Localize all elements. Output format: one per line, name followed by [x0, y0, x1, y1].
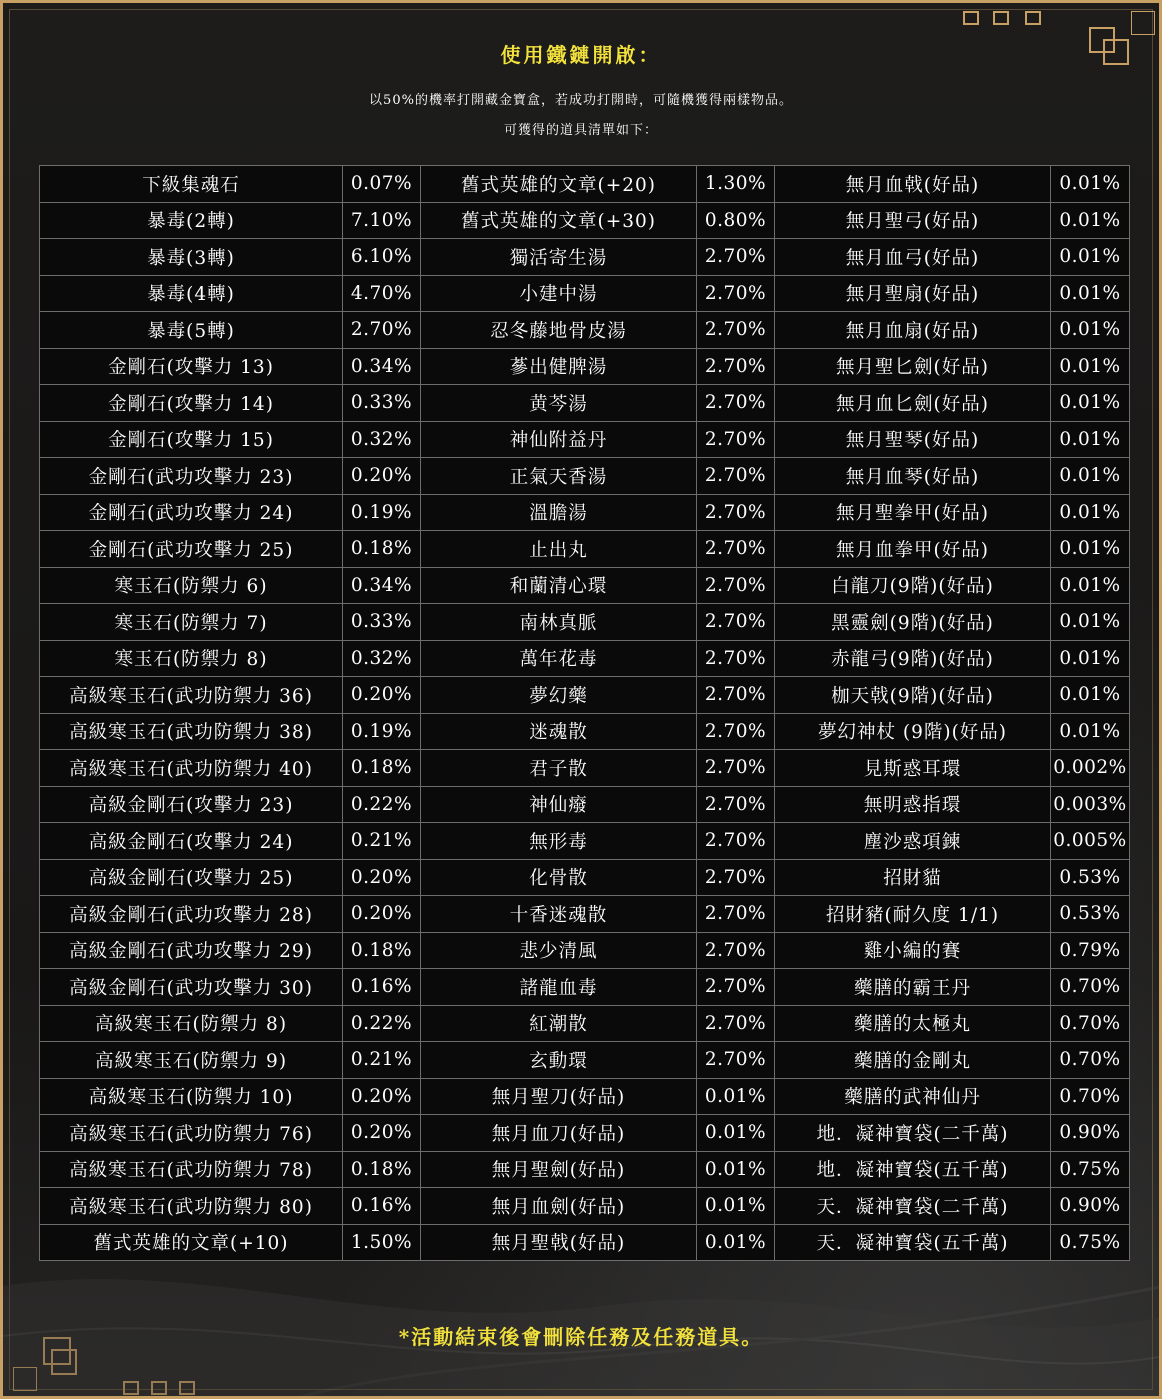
item-rate: 0.16%	[343, 969, 421, 1006]
item-name: 止出丸	[421, 531, 697, 568]
item-rate: 0.18%	[343, 932, 421, 969]
item-name: 寒玉石(防禦力 6)	[40, 567, 343, 604]
item-rate: 0.003%	[1051, 786, 1130, 823]
item-rate: 0.20%	[343, 677, 421, 714]
item-rate: 2.70%	[697, 896, 775, 933]
item-rate: 0.01%	[1051, 640, 1130, 677]
item-name: 神仙附益丹	[421, 421, 697, 458]
item-rate: 2.70%	[697, 969, 775, 1006]
item-rate: 0.20%	[343, 1078, 421, 1115]
table-row	[40, 458, 1130, 495]
item-name: 無月血琴(好品)	[775, 458, 1051, 495]
item-rate: 2.70%	[697, 421, 775, 458]
item-rate: 0.01%	[1051, 421, 1130, 458]
page-title: 使用鐵鏈開啟：	[500, 43, 662, 67]
table-row	[40, 1005, 1130, 1042]
item-rate: 0.005%	[1051, 823, 1130, 860]
item-rate: 0.34%	[343, 348, 421, 385]
item-rate: 0.18%	[343, 1151, 421, 1188]
item-rate: 6.10%	[343, 239, 421, 276]
item-name: 寒玉石(防禦力 8)	[40, 640, 343, 677]
item-rate: 2.70%	[697, 677, 775, 714]
table-row	[40, 1042, 1130, 1079]
item-name: 高級寒玉石(武功防禦力 38)	[40, 713, 343, 750]
item-name: 小建中湯	[421, 275, 697, 312]
item-name: 金剛石(攻擊力 13)	[40, 348, 343, 385]
item-rate: 2.70%	[697, 348, 775, 385]
item-name: 蔘出健脾湯	[421, 348, 697, 385]
item-rate: 0.32%	[343, 640, 421, 677]
item-name: 藥膳的武神仙丹	[775, 1078, 1051, 1115]
item-rate: 2.70%	[697, 275, 775, 312]
drop-rate-table	[39, 165, 1130, 1261]
item-rate: 0.80%	[697, 202, 775, 239]
item-rate: 4.70%	[343, 275, 421, 312]
table-row	[40, 750, 1130, 787]
item-rate: 0.22%	[343, 1005, 421, 1042]
table-row	[40, 896, 1130, 933]
item-rate: 0.90%	[1051, 1188, 1130, 1225]
item-name: 金剛石(武功攻擊力 24)	[40, 494, 343, 531]
item-rate: 0.01%	[697, 1115, 775, 1152]
item-name: 化骨散	[421, 859, 697, 896]
item-rate: 0.01%	[1051, 275, 1130, 312]
item-rate: 0.21%	[343, 1042, 421, 1079]
table-row	[40, 640, 1130, 677]
item-name: 高級金剛石(武功攻擊力 28)	[40, 896, 343, 933]
item-rate: 0.21%	[343, 823, 421, 860]
item-name: 南林真脈	[421, 604, 697, 641]
item-name: 招財豬(耐久度 1/1)	[775, 896, 1051, 933]
item-name: 十香迷魂散	[421, 896, 697, 933]
item-rate: 2.70%	[697, 385, 775, 422]
item-rate: 2.70%	[697, 859, 775, 896]
item-rate: 0.70%	[1051, 1005, 1130, 1042]
item-name: 赤龍弓(9階)(好品)	[775, 640, 1051, 677]
item-name: 迷魂散	[421, 713, 697, 750]
item-rate: 2.70%	[697, 1005, 775, 1042]
item-name: 高級金剛石(攻擊力 25)	[40, 859, 343, 896]
item-name: 高級寒玉石(武功防禦力 78)	[40, 1151, 343, 1188]
item-name: 無月聖刀(好品)	[421, 1078, 697, 1115]
item-rate: 2.70%	[697, 458, 775, 495]
item-rate: 0.20%	[343, 896, 421, 933]
item-name: 悲少清風	[421, 932, 697, 969]
item-name: 無月血戟(好品)	[775, 166, 1051, 203]
table-row	[40, 1224, 1130, 1261]
item-name: 舊式英雄的文章(+10)	[40, 1224, 343, 1261]
item-rate: 1.50%	[343, 1224, 421, 1261]
item-rate: 7.10%	[343, 202, 421, 239]
item-rate: 0.01%	[697, 1224, 775, 1261]
item-name: 暴毒(3轉)	[40, 239, 343, 276]
table-row	[40, 531, 1130, 568]
item-name: 高級寒玉石(防禦力 9)	[40, 1042, 343, 1079]
item-name: 無形毒	[421, 823, 697, 860]
item-name: 寒玉石(防禦力 7)	[40, 604, 343, 641]
item-name: 高級金剛石(攻擊力 24)	[40, 823, 343, 860]
table-row	[40, 166, 1130, 203]
item-rate: 0.01%	[1051, 385, 1130, 422]
item-name: 無月血弓(好品)	[775, 239, 1051, 276]
item-name: 金剛石(攻擊力 15)	[40, 421, 343, 458]
item-name: 無明惑指環	[775, 786, 1051, 823]
item-rate: 0.22%	[343, 786, 421, 823]
item-name: 諸龍血毒	[421, 969, 697, 1006]
table-row	[40, 494, 1130, 531]
item-name: 藥膳的金剛丸	[775, 1042, 1051, 1079]
item-name: 地．凝神寶袋(五千萬)	[775, 1151, 1051, 1188]
item-rate: 0.01%	[1051, 531, 1130, 568]
item-name: 黑靈劍(9階)(好品)	[775, 604, 1051, 641]
item-rate: 0.01%	[697, 1151, 775, 1188]
item-name: 黄芩湯	[421, 385, 697, 422]
item-rate: 0.75%	[1051, 1151, 1130, 1188]
item-name: 金剛石(武功攻擊力 25)	[40, 531, 343, 568]
item-name: 暴毒(5轉)	[40, 312, 343, 349]
table-row	[40, 677, 1130, 714]
item-name: 和蘭清心環	[421, 567, 697, 604]
item-name: 高級寒玉石(防禦力 10)	[40, 1078, 343, 1115]
item-rate: 0.19%	[343, 494, 421, 531]
item-rate: 0.01%	[1051, 348, 1130, 385]
table-row	[40, 239, 1130, 276]
item-name: 塵沙惑項鍊	[775, 823, 1051, 860]
item-name: 無月聖戟(好品)	[421, 1224, 697, 1261]
item-rate: 2.70%	[697, 786, 775, 823]
item-name: 無月聖琴(好品)	[775, 421, 1051, 458]
table-row	[40, 604, 1130, 641]
item-name: 高級金剛石(武功攻擊力 30)	[40, 969, 343, 1006]
item-name: 夢幻神杖 (9階)(好品)	[775, 713, 1051, 750]
item-rate: 0.01%	[697, 1078, 775, 1115]
table-row	[40, 932, 1130, 969]
item-name: 無月血刀(好品)	[421, 1115, 697, 1152]
item-rate: 0.01%	[1051, 239, 1130, 276]
item-rate: 0.01%	[1051, 202, 1130, 239]
item-rate: 0.16%	[343, 1188, 421, 1225]
item-name: 見斯惑耳環	[775, 750, 1051, 787]
item-rate: 0.01%	[1051, 458, 1130, 495]
item-name: 暴毒(2轉)	[40, 202, 343, 239]
item-rate: 0.07%	[343, 166, 421, 203]
item-name: 無月血劍(好品)	[421, 1188, 697, 1225]
item-rate: 0.32%	[343, 421, 421, 458]
item-name: 無月聖弓(好品)	[775, 202, 1051, 239]
item-list-caption: 可獲得的道具清單如下：	[503, 123, 658, 138]
item-rate: 2.70%	[697, 1042, 775, 1079]
item-rate: 0.01%	[1051, 713, 1130, 750]
item-rate: 0.20%	[343, 458, 421, 495]
item-rate: 0.79%	[1051, 932, 1130, 969]
item-rate: 0.70%	[1051, 969, 1130, 1006]
table-row	[40, 348, 1130, 385]
table-row	[40, 312, 1130, 349]
item-name: 神仙癈	[421, 786, 697, 823]
table-row	[40, 1188, 1130, 1225]
item-rate: 0.01%	[1051, 604, 1130, 641]
item-name: 高級金剛石(攻擊力 23)	[40, 786, 343, 823]
item-rate: 0.01%	[1051, 494, 1130, 531]
item-name: 下級集魂石	[40, 166, 343, 203]
item-name: 高級寒玉石(武功防禦力 36)	[40, 677, 343, 714]
table-row	[40, 969, 1130, 1006]
item-rate: 0.70%	[1051, 1042, 1130, 1079]
item-name: 地．凝神寶袋(二千萬)	[775, 1115, 1051, 1152]
table-row	[40, 567, 1130, 604]
item-rate: 2.70%	[697, 640, 775, 677]
item-rate: 0.01%	[1051, 312, 1130, 349]
event-notice: *活動結束後會刪除任務及任務道具。	[398, 1325, 764, 1349]
item-rate: 0.01%	[1051, 677, 1130, 714]
item-name: 玄動環	[421, 1042, 697, 1079]
item-name: 紅潮散	[421, 1005, 697, 1042]
table-row	[40, 786, 1130, 823]
item-rate: 2.70%	[697, 932, 775, 969]
table-row	[40, 713, 1130, 750]
item-rate: 2.70%	[697, 239, 775, 276]
item-name: 正氣天香湯	[421, 458, 697, 495]
item-rate: 0.75%	[1051, 1224, 1130, 1261]
item-name: 藥膳的太極丸	[775, 1005, 1051, 1042]
item-rate: 0.01%	[1051, 166, 1130, 203]
item-rate: 0.18%	[343, 750, 421, 787]
item-rate: 0.34%	[343, 567, 421, 604]
item-rate: 2.70%	[697, 494, 775, 531]
item-name: 獨活寄生湯	[421, 239, 697, 276]
item-name: 無月聖扇(好品)	[775, 275, 1051, 312]
item-rate: 2.70%	[343, 312, 421, 349]
item-rate: 0.002%	[1051, 750, 1130, 787]
item-name: 無月血扇(好品)	[775, 312, 1051, 349]
item-name: 藥膳的霸王丹	[775, 969, 1051, 1006]
item-name: 溫膽湯	[421, 494, 697, 531]
item-name: 無月血拳甲(好品)	[775, 531, 1051, 568]
item-rate: 0.33%	[343, 385, 421, 422]
table-row	[40, 1078, 1130, 1115]
item-rate: 2.70%	[697, 713, 775, 750]
table-row	[40, 823, 1130, 860]
item-name: 高級寒玉石(防禦力 8)	[40, 1005, 343, 1042]
item-name: 天．凝神寶袋(二千萬)	[775, 1188, 1051, 1225]
item-rate: 0.90%	[1051, 1115, 1130, 1152]
item-rate: 2.70%	[697, 604, 775, 641]
item-rate: 1.30%	[697, 166, 775, 203]
table-row	[40, 859, 1130, 896]
table-row	[40, 385, 1130, 422]
item-rate: 0.70%	[1051, 1078, 1130, 1115]
item-rate: 2.70%	[697, 567, 775, 604]
item-rate: 0.20%	[343, 1115, 421, 1152]
item-rate: 0.01%	[697, 1188, 775, 1225]
item-rate: 2.70%	[697, 750, 775, 787]
table-row	[40, 1115, 1130, 1152]
item-name: 金剛石(攻擊力 14)	[40, 385, 343, 422]
item-name: 忍冬藤地骨皮湯	[421, 312, 697, 349]
item-rate: 0.18%	[343, 531, 421, 568]
item-rate: 2.70%	[697, 823, 775, 860]
item-name: 無月聖劍(好品)	[421, 1151, 697, 1188]
item-name: 高級寒玉石(武功防禦力 80)	[40, 1188, 343, 1225]
item-name: 萬年花毒	[421, 640, 697, 677]
item-rate: 0.53%	[1051, 896, 1130, 933]
item-name: 高級寒玉石(武功防禦力 76)	[40, 1115, 343, 1152]
item-name: 無月血匕劍(好品)	[775, 385, 1051, 422]
table-row	[40, 421, 1130, 458]
item-rate: 0.01%	[1051, 567, 1130, 604]
item-name: 雞小編的賽	[775, 932, 1051, 969]
description-text: 以50%的機率打開藏金寶盒，若成功打開時，可隨機獲得兩樣物品。	[369, 93, 793, 108]
table-row	[40, 275, 1130, 312]
item-name: 舊式英雄的文章(+20)	[421, 166, 697, 203]
item-name: 無月聖匕劍(好品)	[775, 348, 1051, 385]
table-row	[40, 202, 1130, 239]
item-name: 無月聖拳甲(好品)	[775, 494, 1051, 531]
item-rate: 0.53%	[1051, 859, 1130, 896]
item-name: 舊式英雄的文章(+30)	[421, 202, 697, 239]
item-name: 高級寒玉石(武功防禦力 40)	[40, 750, 343, 787]
item-name: 君子散	[421, 750, 697, 787]
table-row	[40, 1151, 1130, 1188]
item-rate: 0.19%	[343, 713, 421, 750]
item-name: 枷天戟(9階)(好品)	[775, 677, 1051, 714]
item-name: 夢幻藥	[421, 677, 697, 714]
item-rate: 0.33%	[343, 604, 421, 641]
item-name: 天．凝神寶袋(五千萬)	[775, 1224, 1051, 1261]
item-rate: 2.70%	[697, 312, 775, 349]
item-rate: 2.70%	[697, 531, 775, 568]
item-name: 招財貓	[775, 859, 1051, 896]
item-name: 暴毒(4轉)	[40, 275, 343, 312]
item-name: 白龍刀(9階)(好品)	[775, 567, 1051, 604]
item-rate: 0.20%	[343, 859, 421, 896]
item-name: 金剛石(武功攻擊力 23)	[40, 458, 343, 495]
item-name: 高級金剛石(武功攻擊力 29)	[40, 932, 343, 969]
